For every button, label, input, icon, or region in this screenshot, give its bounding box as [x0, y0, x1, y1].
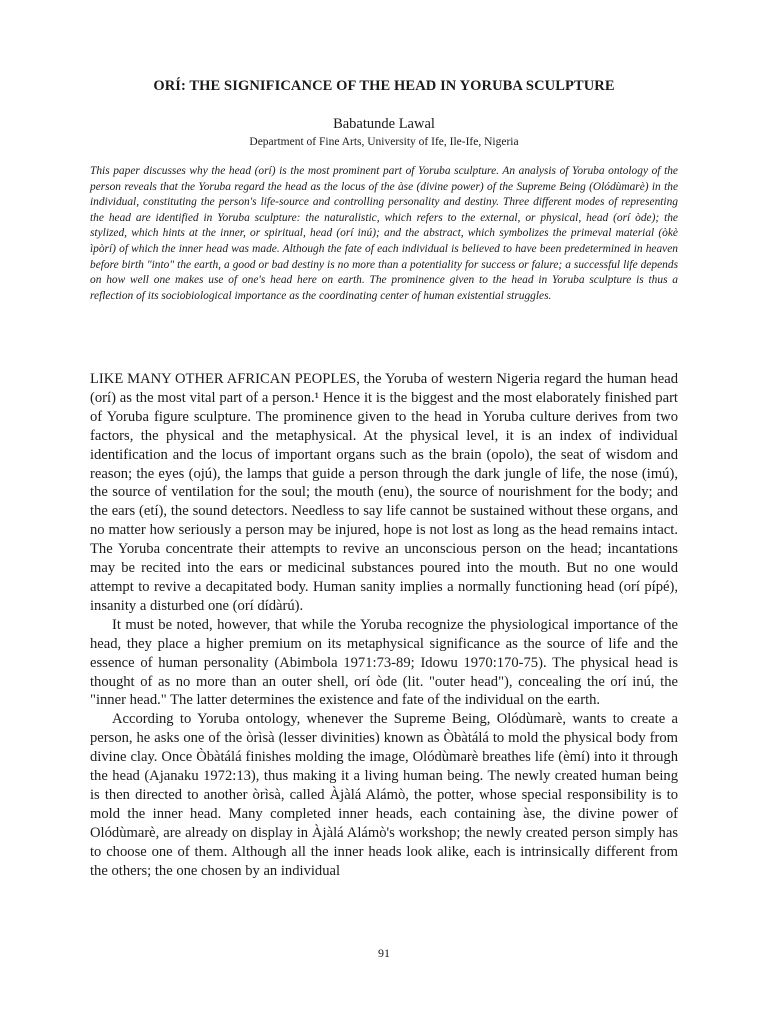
- article-title: ORÍ: THE SIGNIFICANCE OF THE HEAD IN YORUBA SCULPTURE: [153, 78, 615, 94]
- body-text: [90, 370, 678, 880]
- page-number: 91: [378, 946, 390, 960]
- abstract: This paper discusses why the head (orí) is the most prominent part of Yoruba sculpture. An analysis of Yoruba ontology of the person reveals that the Yoruba regard the head as the locus of the àse (divine power) of the Supreme Being (Olódùmarè) in the individual, constituting the person's life-source and controlling personality and destiny. Three different modes of representing the head are identified in Yoruba sculpture: the naturalistic, which refers to the external, or physical, head (orí òde); the stylized, which hints at the inner, or spiritual, head (orí inú); and the abstract, which symbolizes the primeval material (òkè ìpòrí) of which the inner head was made. Although the fate of each individual is believed to have been predetermined in heaven before birth "into" the earth, a good or bad destiny is no more than a potentiality for success or falure; a successful life depends on how well one makes use of one's head here on earth. The prominence given to the head in Yoruba sculpture is thus a reflection of its sociobiological importance as the coordinating center of human existential struggles.: [90, 165, 678, 302]
- body-paragraph: According to Yoruba ontology, whenever the Supreme Being, Olódùmarè, wants to create a person, he asks one of the òrìsà (lesser divinities) known as Òbàtálá to mold the physical body from divine clay. Once Òbàtálá finishes molding the image, Olódùmarè breathes life (èmí) into it through the head (Ajanaku 1972:13), thus making it a living human being. The newly created human being is then directed to another òrìsà, called Àjàlá Alámò, the potter, whose special responsibility is to mold the inner head. Many completed inner heads, each containing àse, the divine power of Olódùmarè, are already on display in Àjàlá Alámò's workshop; the newly created person simply has to choose one of them. Although all the inner heads look alike, each is intrinsically different from the others; the one chosen by an individual: [90, 711, 678, 879]
- document-page: [90, 0, 678, 1024]
- author-name: Babatunde Lawal: [333, 116, 435, 132]
- body-paragraph: LIKE MANY OTHER AFRICAN PEOPLES, the Yoruba of western Nigeria regard the human head (orí) as the most vital part of a person.¹ Hence it is the biggest and the most elaborately finished part of Yoruba figure sculpture. The prominence given to the head in Yoruba culture derives from two factors, the physical and the metaphysical. At the physical level, it is an index of individual identification and the locus of important organs such as the brain (opolo), the seat of wisdom and reason; the eyes (ojú), the lamps that guide a person through the dark jungle of life, the nose (imú), the source of ventilation for the soul; the mouth (enu), the source of nourishment for the body; and the ears (etí), the sound detectors. Needless to say life cannot be sustained without these organs, and no matter how seriously a person may be injured, hope is not lost as long as the head remains intact. The Yoruba concentrate their attempts to revive an unconscious person on the head; incantations may be recited into the ears or medicinal substances poured into the mouth. But no one would attempt to revive a decapitated body. Human sanity implies a normally functioning head (orí pípé), insanity a disturbed one (orí dídàrú).: [90, 371, 678, 614]
- author-affiliation: Department of Fine Arts, University of Ife, Ile-Ife, Nigeria: [249, 136, 519, 148]
- body-paragraph: It must be noted, however, that while the Yoruba recognize the physiological importance of the head, they place a higher premium on its metaphysical significance as the source of life and the essence of human personality (Abimbola 1971:73-89; Idowu 1970:170-75). The physical head is thought of as no more than an outer shell, orí òde (lit. "outer head"), concealing the orí inú, the "inner head." The latter determines the existence and fate of the individual on the earth.: [90, 616, 678, 709]
